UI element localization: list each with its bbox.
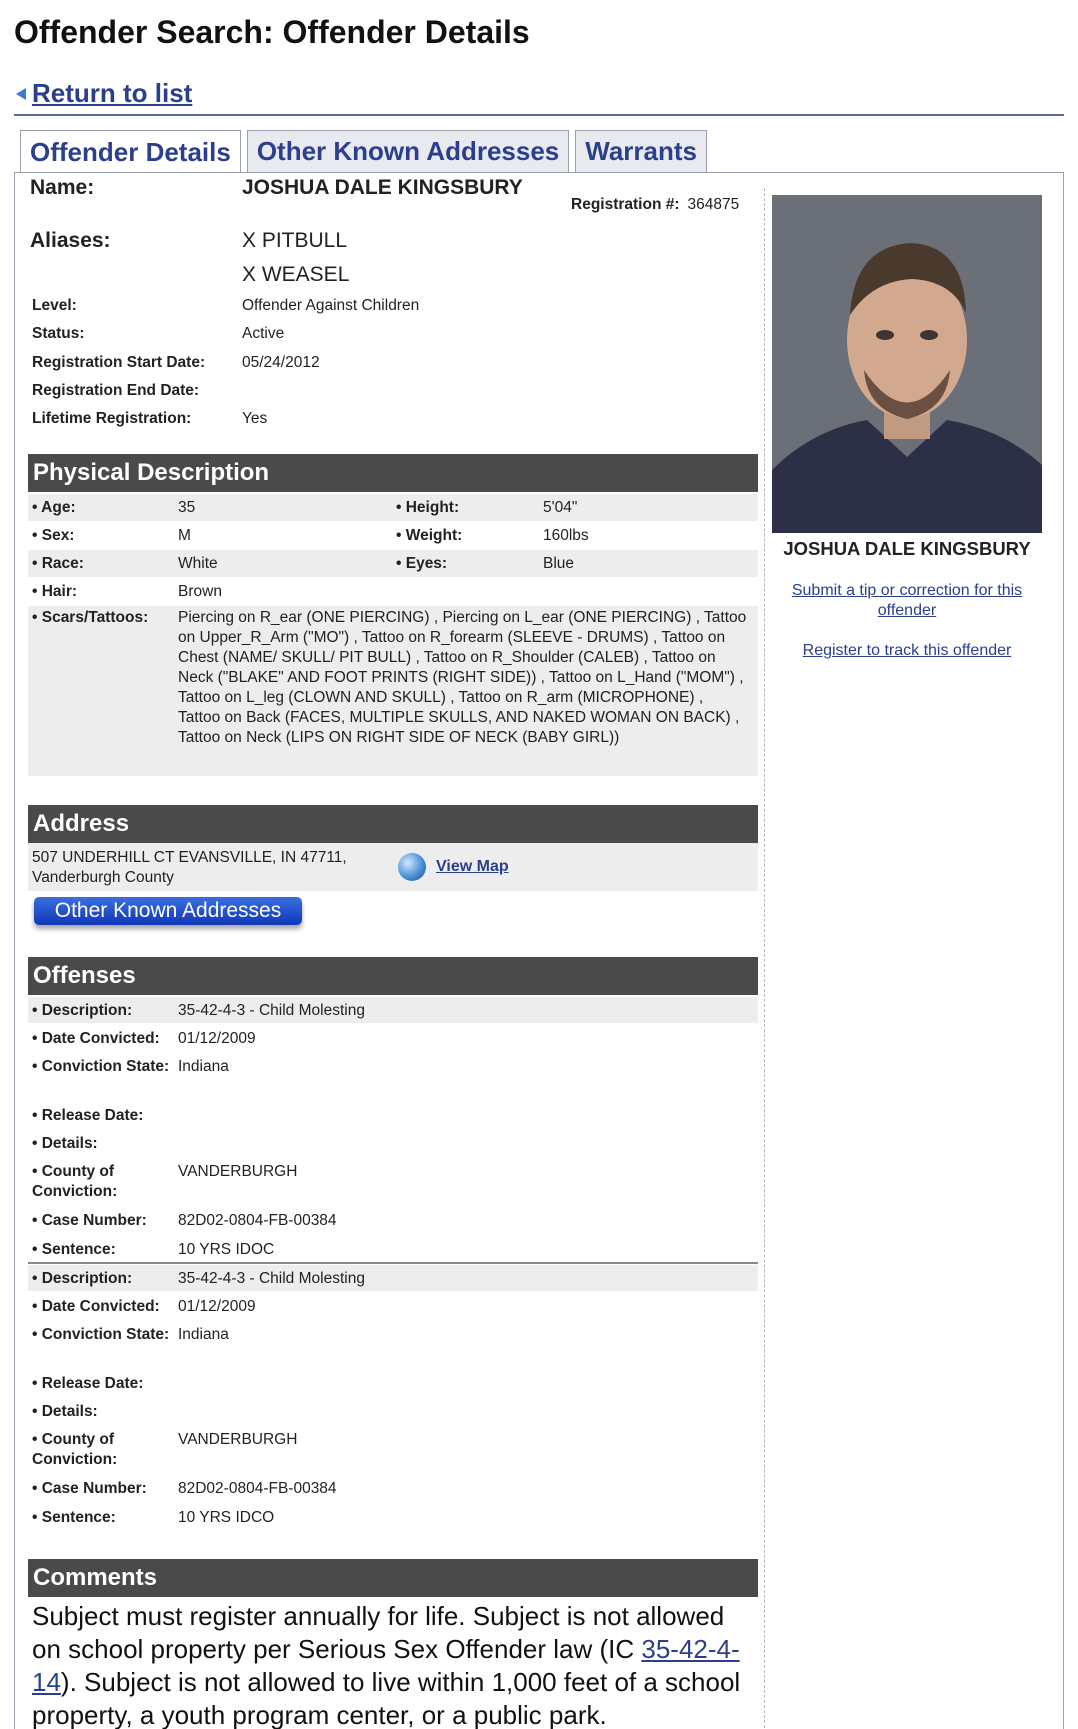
offense-1-description-row [28,997,758,1023]
offense-2-case-row [28,1477,758,1501]
offense-1-details-row [28,1132,758,1156]
offense-1-date-row [28,1025,758,1051]
comments-text [32,1600,757,1729]
county-label: • County of Conviction: [32,1163,118,1200]
offense-1-county-row [28,1160,758,1204]
sentence-label: • Sentence: [32,1509,116,1526]
title-divider [14,114,1064,116]
alias-row [242,229,347,253]
eyes-value: Blue [543,555,575,572]
name-label: Name: [30,176,95,199]
back-arrow-icon [16,88,26,100]
submit-tip-link[interactable]: Submit a tip or correction for this offender [791,582,1023,619]
address-text [32,848,347,888]
weight-value: 160lbs [543,527,589,544]
address-header: Address [28,805,758,843]
status-value-row [242,325,284,343]
eyes-label: • Eyes: [396,555,448,572]
offense-1-case-row [28,1209,758,1233]
offenses-header: Offenses [28,957,758,995]
sentence-value: 10 YRS IDCO [178,1509,275,1526]
address-line-1: 507 UNDERHILL CT EVANSVILLE, IN 47711, [32,849,347,866]
date-convicted-label: • Date Convicted: [32,1030,160,1047]
tab-offender-details[interactable]: Offender Details [20,130,241,173]
photo-caption-name: JOSHUA DALE KINGSBURY [783,538,1031,559]
registration-label: Registration #: [571,196,680,213]
case-number-value: 82D02-0804-FB-00384 [178,1212,337,1229]
comments-header: Comments [28,1559,758,1597]
offense-2-county-row [28,1428,758,1472]
page-title: Offender Search: Offender Details [14,14,530,50]
lifetime-row [32,410,191,428]
date-convicted-label: • Date Convicted: [32,1298,160,1315]
offense-1-sentence-row [28,1238,758,1262]
county-label: • County of Conviction: [32,1431,118,1468]
alias-2: X WEASEL [242,263,350,286]
description-value: 35-42-4-3 - Child Molesting [178,1270,365,1287]
details-label: • Details: [32,1135,98,1152]
reg-start-value: 05/24/2012 [242,354,320,371]
sex-label: • Sex: [32,527,75,544]
return-to-list-link[interactable]: Return to list [32,78,193,108]
description-value: 35-42-4-3 - Child Molesting [178,1002,365,1019]
offense-2-sentence-row [28,1506,758,1530]
conviction-state-label: • Conviction State: [32,1326,170,1343]
offense-2-description-row [28,1265,758,1291]
race-label: • Race: [32,555,84,572]
county-value: VANDERBURGH [178,1431,298,1448]
conviction-state-value: Indiana [178,1058,229,1075]
sidebar-divider [764,188,765,1729]
statute-link[interactable]: 35-42-4-14 [32,1634,740,1697]
physical-row [28,494,758,521]
name-value-row [242,176,523,200]
other-known-addresses-button[interactable]: Other Known Addresses [34,897,302,925]
sentence-label: • Sentence: [32,1241,116,1258]
release-date-label: • Release Date: [32,1107,144,1124]
reg-end-row [32,382,199,400]
reg-end-label: Registration End Date: [32,382,200,399]
physical-row [28,550,758,577]
release-date-label: • Release Date: [32,1375,144,1392]
physical-description-header: Physical Description [28,454,758,492]
scars-label: • Scars/Tattoos: [32,609,149,626]
reg-start-row [32,354,205,372]
reg-start-label: Registration Start Date: [32,354,206,371]
weight-label: • Weight: [396,527,463,544]
registration-row [571,196,739,214]
aliases-label-row [30,229,111,253]
aliases-label: Aliases: [30,229,111,252]
offense-1-release-row [28,1104,758,1128]
offender-name: JOSHUA DALE KINGSBURY [242,176,523,199]
hair-value: Brown [178,583,222,600]
registration-number: 364875 [687,196,740,213]
lifetime-value: Yes [242,410,268,427]
level-row [32,297,77,315]
hair-label: • Hair: [32,583,78,600]
age-label: • Age: [32,499,76,516]
conviction-state-label: • Conviction State: [32,1058,170,1075]
offense-2-release-row [28,1372,758,1396]
height-value: 5'04" [543,499,578,516]
physical-row [28,578,758,605]
offense-2-details-row [28,1400,758,1424]
case-number-label: • Case Number: [32,1212,147,1229]
level-value: Offender Against Children [242,297,420,314]
scars-value: Piercing on R_ear (ONE PIERCING) , Piercing on L_ear (ONE PIERCING) , Tattoo on Upper_R_Arm ("MO") , Tattoo on R_forearm (SLEEVE - DRUMS) , Tattoo on Chest (NAME/ SKULL/ PIT BULL) , Tattoo on R_Shoulder (CALEB) , Tattoo on Neck ("BLAKE" AND FOOT PRINTS (RIGHT SIDE)) , Tattoo on L_Hand ("MOM") , Tattoo on L_leg (CLOWN AND SKULL) , Tattoo on R_arm (MICROPHONE) , Tattoo on Back (FACES, MULTIPLE SKULLS, AND NAKED WOMAN ON BACK) , Tattoo on Neck (LIPS ON RIGHT SIDE OF NECK (BABY GIRL)) [178,609,747,746]
view-map-link[interactable]: View Map [436,858,509,875]
offense-1-state-row [28,1055,758,1099]
lifetime-value-row [242,410,267,428]
comments-text-part-2: ). Subject is not allowed to live within 1,000 feet of a school property, a youth program center, or a public park. [32,1667,741,1729]
race-value: White [178,555,218,572]
offender-photo-image [772,195,1042,533]
physical-row-scars [28,606,758,776]
offender-photo [772,195,1042,533]
description-label: • Description: [32,1270,133,1287]
details-label: • Details: [32,1403,98,1420]
comments-text-part-1: Subject must register annually for life. Subject is not allowed on school property per Serious Sex Offender law (IC [32,1601,725,1664]
case-number-value: 82D02-0804-FB-00384 [178,1480,337,1497]
sex-value: M [178,527,191,544]
case-number-label: • Case Number: [32,1480,147,1497]
level-label: Level: [32,297,77,314]
tab-other-known-addresses[interactable]: Other Known Addresses [247,130,569,172]
register-track-link[interactable]: Register to track this offender [802,642,1012,659]
offense-2-date-row [28,1293,758,1319]
alias-1: X PITBULL [242,229,348,252]
status-value: Active [242,325,285,342]
description-label: • Description: [32,1002,133,1019]
address-row [28,843,758,891]
tab-bar [20,130,713,173]
physical-row [28,522,758,549]
conviction-state-value: Indiana [178,1326,229,1343]
age-value: 35 [178,499,196,516]
globe-icon[interactable] [398,853,426,881]
sentence-value: 10 YRS IDOC [178,1241,275,1258]
county-value: VANDERBURGH [178,1163,298,1180]
address-county: Vanderburgh County [32,869,174,886]
status-label: Status: [32,325,85,342]
date-convicted-value: 01/12/2009 [178,1298,256,1315]
tab-warrants[interactable]: Warrants [575,130,707,172]
level-value-row [242,297,419,315]
offense-2-state-row [28,1323,758,1367]
offense-divider [28,1262,758,1264]
reg-start-value-row [242,354,320,372]
name-row [30,176,94,200]
lifetime-label: Lifetime Registration: [32,410,192,427]
height-label: • Height: [396,499,460,516]
alias-row [242,263,349,287]
date-convicted-value: 01/12/2009 [178,1030,256,1047]
status-row [32,325,85,343]
return-to-list[interactable] [16,78,192,109]
